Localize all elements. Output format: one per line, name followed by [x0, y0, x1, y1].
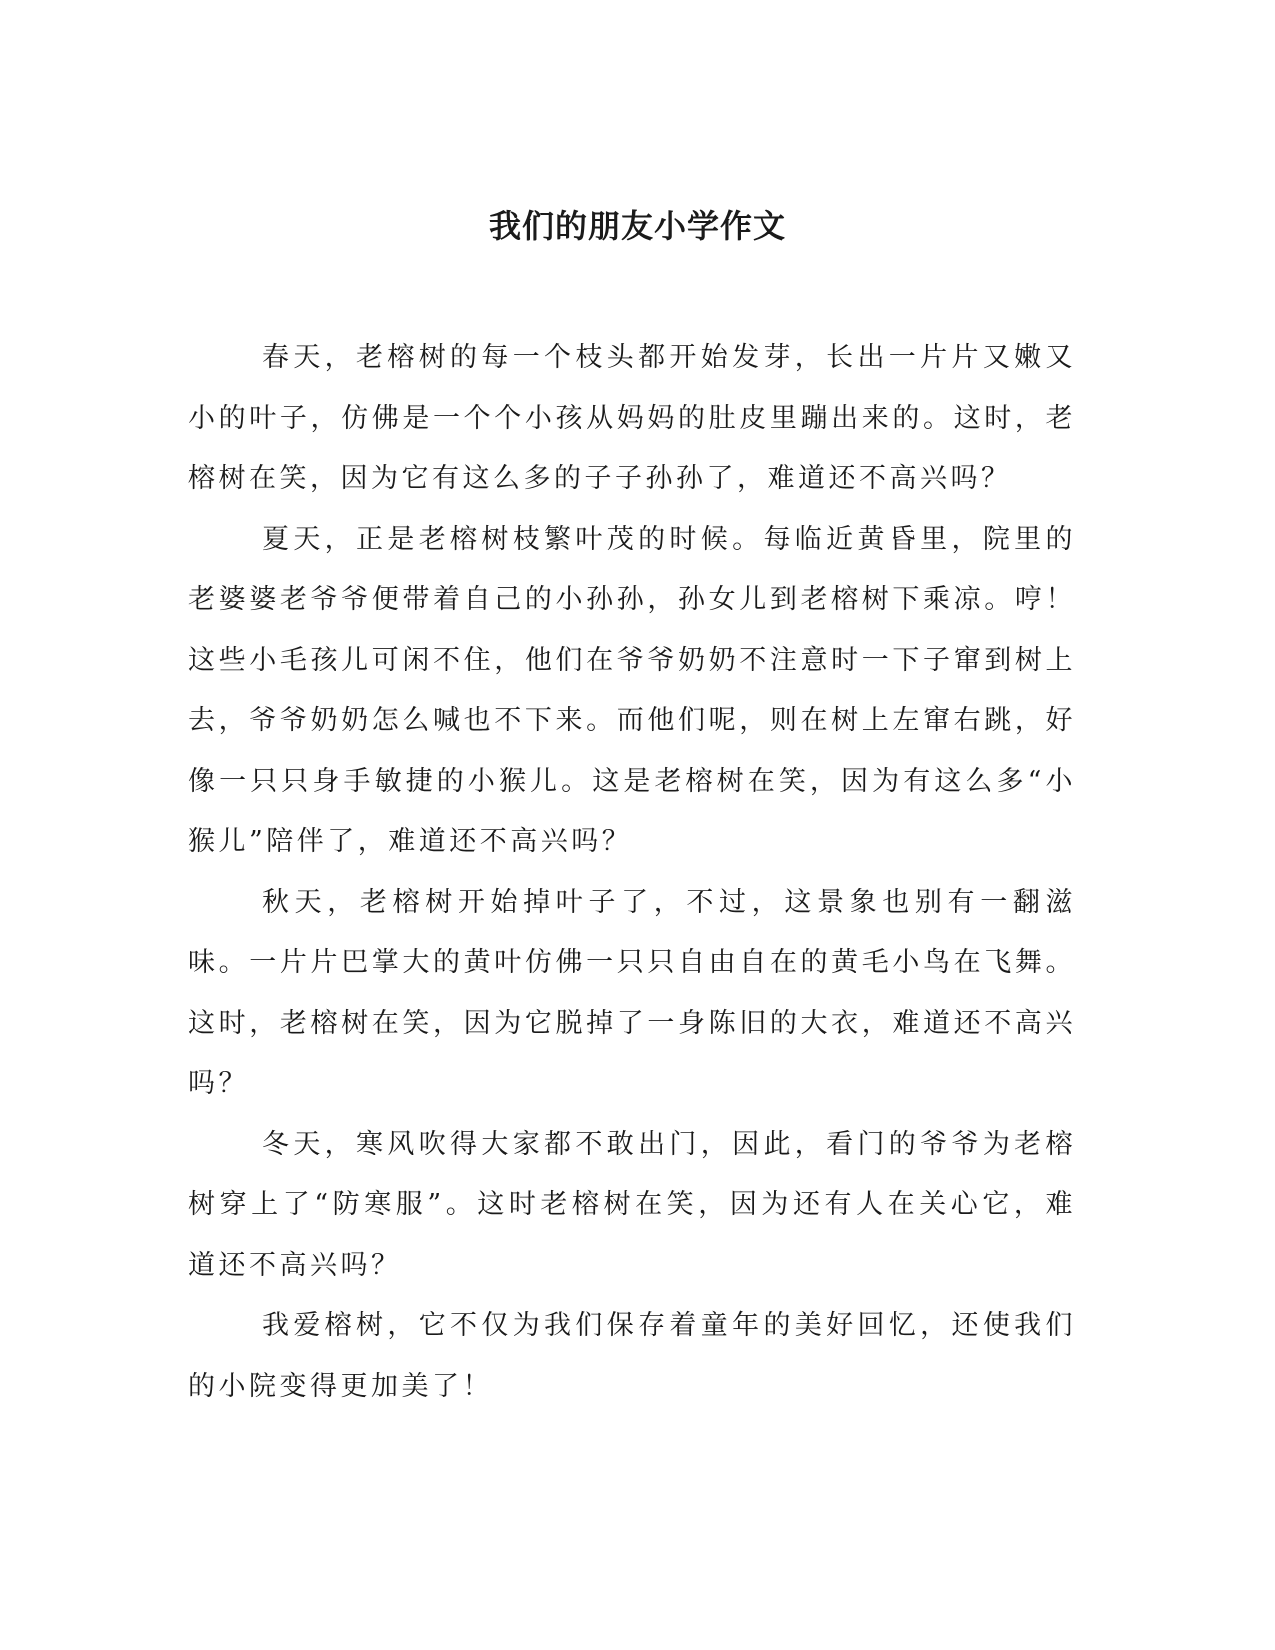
- paragraph-summer: 夏天，正是老榕树枝繁叶茂的时候。每临近黄昏里，院里的老婆婆老爷爷便带着自己的小孙孙，孙女儿到老榕树下乘凉。哼！这些小毛孩儿可闲不住，他们在爷爷奶奶不注意时一下子窜到树上去，爷爷奶奶怎么喊也不下来。而他们呢，则在树上左窜右跳，好像一只只身手敏捷的小猴儿。这是老榕树在笑，因为有这么多“小猴儿”陪伴了，难道还不高兴吗？: [188, 523, 1076, 857]
- paragraph-spring: 春天，老榕树的每一个枝头都开始发芽，长出一片片又嫩又小的叶子，仿佛是一个个小孩从妈妈的肚皮里蹦出来的。这时，老榕树在笑，因为它有这么多的子子孙孙了，难道还不高兴吗？: [188, 342, 1076, 494]
- document-title: 我们的朋友小学作文: [488, 207, 786, 245]
- paragraph-conclusion: 我爱榕树，它不仅为我们保存着童年的美好回忆，还使我们的小院变得更加美了！: [188, 1310, 1076, 1402]
- document-body: [188, 328, 1076, 1417]
- paragraph-autumn: 秋天，老榕树开始掉叶子了，不过，这景象也别有一翻滋味。一片片巴掌大的黄叶仿佛一只只自由自在的黄毛小鸟在飞舞。这时，老榕树在笑，因为它脱掉了一身陈旧的大衣，难道还不高兴吗？: [188, 886, 1076, 1099]
- paragraph-winter: 冬天，寒风吹得大家都不敢出门，因此，看门的爷爷为老榕树穿上了“防寒服”。这时老榕树在笑，因为还有人在关心它，难道还不高兴吗？: [188, 1128, 1076, 1281]
